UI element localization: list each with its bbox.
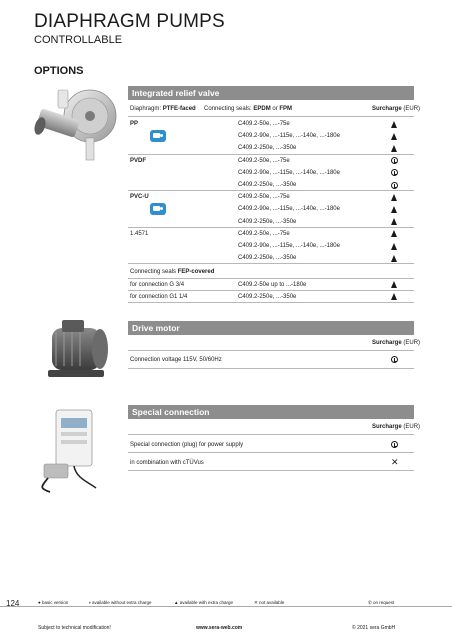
relief-valve-bar: Integrated relief valve — [128, 86, 414, 100]
model-range: C409.2-90e, ...-115e, ...-140e, ...-180e — [238, 206, 340, 213]
page-number: 124 — [6, 599, 20, 608]
model-range: C409.2-90e, ...-115e, ...-140e, ...-180e — [238, 169, 340, 176]
divider — [128, 350, 414, 351]
material-label: PVDF — [130, 157, 147, 164]
diaphragm-line: Diaphragm: PTFE-faced — [130, 106, 196, 112]
divider — [128, 154, 414, 155]
website-link[interactable]: www.sera-web.com — [196, 625, 243, 631]
on-request-icon — [391, 157, 398, 164]
divider — [128, 227, 414, 228]
on-request-icon — [391, 182, 398, 189]
extra-charge-icon — [391, 243, 397, 250]
extra-charge-icon — [391, 218, 397, 225]
section-heading: OPTIONS — [34, 65, 84, 77]
on-request-icon: ✆ — [368, 600, 372, 605]
extra-charge-icon: ▲ — [174, 600, 179, 605]
material-label: PVC-U — [130, 194, 149, 201]
controller-image — [34, 406, 114, 494]
connection-label: for connection G 3/4 — [130, 281, 185, 288]
model-range: C409.2-50e, ...-75e — [238, 230, 290, 237]
model-range: C409.2-50e, ...-75e — [238, 121, 290, 127]
extra-charge-icon — [391, 206, 397, 213]
page-subtitle: CONTROLLABLE — [34, 34, 123, 46]
extra-charge-icon — [391, 255, 397, 262]
fep-heading: Connecting seals FEP-covered — [130, 269, 215, 276]
model-range: C409.2-90e, ...-115e, ...-140e, ...-180e — [238, 243, 340, 249]
drive-motor-bar: Drive motor — [128, 321, 414, 335]
legend-not-available: ✕ not available — [254, 600, 285, 605]
model-range: C409.2-250e, ...-350e — [238, 293, 297, 300]
on-request-icon — [391, 441, 398, 448]
extra-charge-icon — [391, 230, 397, 237]
model-range: C409.2-90e, ...-115e, ...-140e, ...-180e — [238, 133, 340, 140]
model-range: C409.2-250e, ...-350e — [238, 182, 297, 188]
footer-divider — [0, 606, 452, 607]
surcharge-header: Surcharge (EUR) — [372, 106, 421, 112]
divider — [128, 302, 414, 303]
relief-valve-badge-icon — [150, 130, 166, 142]
on-request-icon — [391, 169, 398, 176]
divider — [128, 278, 414, 279]
not-available-icon: ✕ — [254, 600, 258, 605]
no-extra-charge-icon: ◑ — [88, 600, 91, 605]
surcharge-header: Surcharge (EUR) — [372, 340, 421, 346]
extra-charge-icon — [391, 145, 397, 152]
special-row-label: in combination with cTÜVus — [130, 460, 204, 466]
model-range: C409.2-250e, ...-350e — [238, 255, 297, 262]
divider — [128, 263, 414, 264]
extra-charge-icon — [391, 281, 397, 288]
divider — [128, 190, 414, 191]
copyright: © 2021 sera GmbH — [352, 625, 396, 631]
model-range: C409.2-250e, ...-350e — [238, 218, 297, 225]
surcharge-header: Surcharge (EUR) — [372, 424, 421, 430]
special-connection-bar: Special connection — [128, 405, 414, 419]
divider — [128, 452, 414, 453]
extra-charge-icon — [391, 293, 397, 300]
seals-line: Connecting seals: EPDM or FPM — [204, 106, 293, 112]
drive-row-label: Connection voltage 115V, 50/60Hz — [130, 357, 222, 363]
page-title: DIAPHRAGM PUMPS — [34, 11, 225, 32]
model-range: C409.2-50e, ...-75e — [238, 194, 290, 201]
extra-charge-icon — [391, 194, 397, 201]
legend-on-request: ✆ on request — [368, 600, 395, 605]
relief-valve-badge-icon — [150, 203, 166, 215]
special-row-label: Special connection (plug) for power supply — [130, 442, 244, 448]
material-label: PP — [130, 121, 139, 127]
model-range: C409.2-250e, ...-350e — [238, 145, 297, 152]
pump-image — [30, 84, 122, 164]
motor-image — [42, 318, 116, 388]
connection-label: for connection G1 1/4 — [130, 293, 188, 300]
model-range: C409.2-50e, ...-75e — [238, 157, 290, 164]
divider — [128, 290, 414, 291]
divider — [128, 434, 414, 435]
material-label: 1.4571 — [130, 230, 149, 237]
divider — [128, 368, 414, 369]
legend-extra-charge: ▲ available with extra charge — [174, 600, 234, 605]
basic-version-icon: ● — [38, 600, 41, 605]
divider — [128, 470, 414, 471]
disclaimer: Subject to technical modification! — [38, 625, 111, 631]
not-available-icon: ✕ — [391, 457, 399, 467]
on-request-icon — [391, 356, 398, 363]
legend-basic: ● basic version — [38, 600, 69, 605]
extra-charge-icon — [391, 121, 397, 128]
divider — [128, 116, 414, 117]
model-range: C409.2-50e up to ...-180e — [238, 281, 307, 288]
legend-no-charge: ◑ available without extra charge — [88, 600, 152, 605]
extra-charge-icon — [391, 133, 397, 140]
